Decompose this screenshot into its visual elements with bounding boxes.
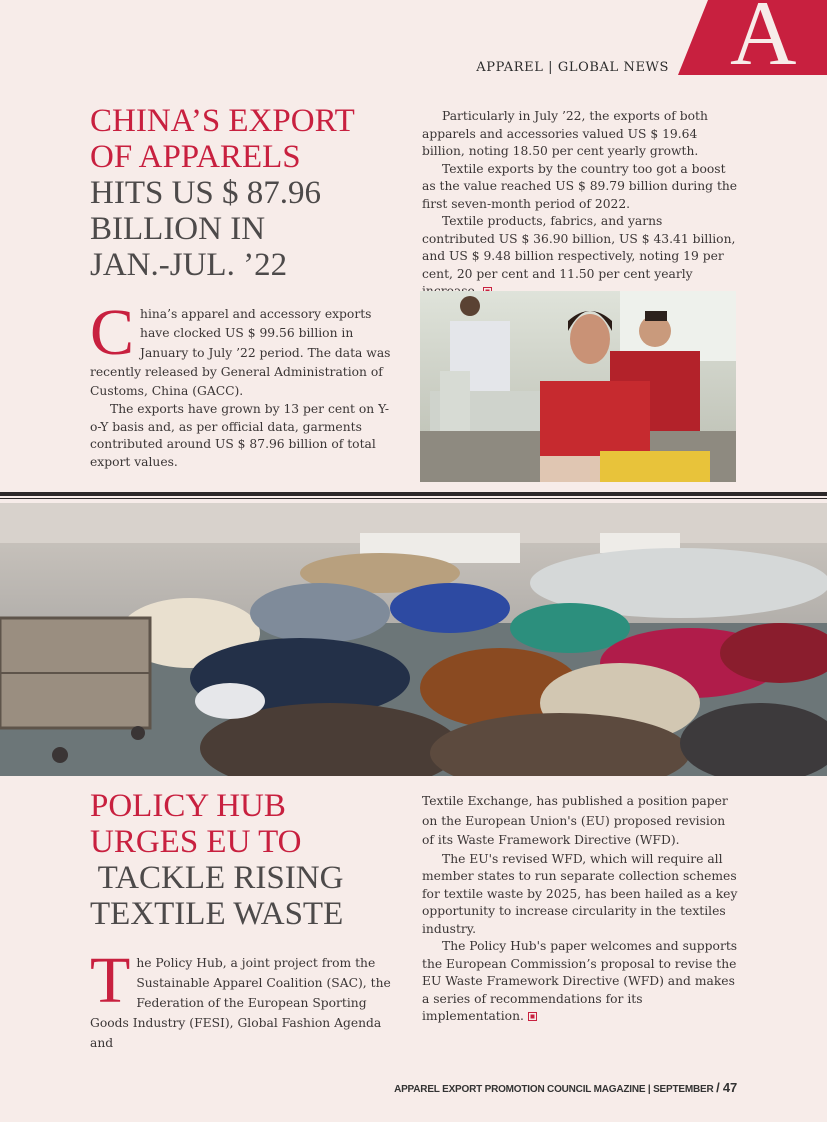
page-number: / 47 (716, 1080, 737, 1095)
dropcap-c: C (90, 296, 135, 369)
textile-waste-warehouse-photo (0, 503, 827, 776)
article2-headline (90, 788, 400, 932)
headline-gray-line: TACKLE RISING (90, 860, 344, 896)
article1-headline (90, 103, 400, 283)
article2-col2-para2: The EU's revised WFD, which will require all member states to run separate collection schemes for textile waste by 2025, has been hailed as a key opportunity to increase circularity in the textiles industry. (422, 851, 738, 936)
section-label: APPAREL | GLOBAL NEWS (476, 60, 669, 75)
article2-para1: The Policy Hub, a joint project from the Sustainable Apparel Coalition (SAC), the Federation of the European Sporting Goods Industry (FESI), Global Fashion Agenda and (90, 944, 391, 1050)
article1-para2: The exports have grown by 13 per cent on Y-o-Y basis and, as per official data, garments contributed around US $ 87.96 billion of total export values. (90, 402, 390, 469)
article2-column1 (90, 944, 406, 1053)
headline-red-line: URGES EU TO (90, 824, 302, 860)
page-footer (394, 1080, 737, 1095)
article1-col2-para3: Textile products, fabrics, and yarns contributed US $ 36.90 billion, US $ 43.41 billion, and US $ 9.48 billion respectively, noting 19 per cent, 20 per cent and 11.50 per cent yearly (422, 213, 738, 301)
headline-red-line: POLICY HUB (90, 788, 286, 824)
end-mark-icon (528, 1012, 537, 1021)
footer-magazine-label: APPAREL EXPORT PROMOTION COUNCIL MAGAZINE | SEPTEMBER (394, 1084, 714, 1095)
section-badge-a (678, 0, 827, 75)
article1-col2-para2: Textile exports by the country too got a boost as the value reached US $ 89.79 billion during the first seven-month period of 2022. (422, 161, 738, 211)
headline-red-line: OF APPARELS (90, 139, 301, 175)
article2-column2 (422, 792, 738, 1026)
dropcap-t: T (90, 944, 131, 1017)
article2-col2-para3: The Policy Hub's paper welcomes and supports the European Commission’s proposal to revise the EU Waste Framework Directive (WFD) and makes a series of recommendations for its implementation. (422, 939, 738, 1023)
section-divider-thin (0, 498, 827, 499)
headline-gray-line: JAN.-JUL. ’22 (90, 247, 288, 283)
headline-gray-line: HITS US $ 87.96 (90, 175, 322, 211)
headline-red-line: CHINA’S EXPORT (90, 103, 355, 139)
headline-gray-line: TEXTILE WASTE (90, 896, 344, 932)
section-divider (0, 492, 827, 496)
article1-para1: China’s apparel and accessory exports have clocked US $ 99.56 billion in January to July ’22 period. The data was recently released by General Administration of Customs, China (GACC). (90, 296, 391, 399)
article2-col2-para1: Textile Exchange, has published a position paper on the European Union's (EU) proposed revision of its Waste Framework Directive (WFD). (422, 794, 728, 847)
article1-column2 (422, 108, 738, 301)
article1-column1 (90, 296, 400, 471)
badge-letter: A (730, 0, 797, 75)
article1-col2-para1: Particularly in July ’22, the exports of both apparels and accessories valued US $ 19.64 billion, noting 18.50 per cent yearly growth. (422, 109, 708, 158)
headline-gray-line: BILLION IN (90, 211, 266, 247)
sewing-workers-photo (420, 291, 736, 482)
